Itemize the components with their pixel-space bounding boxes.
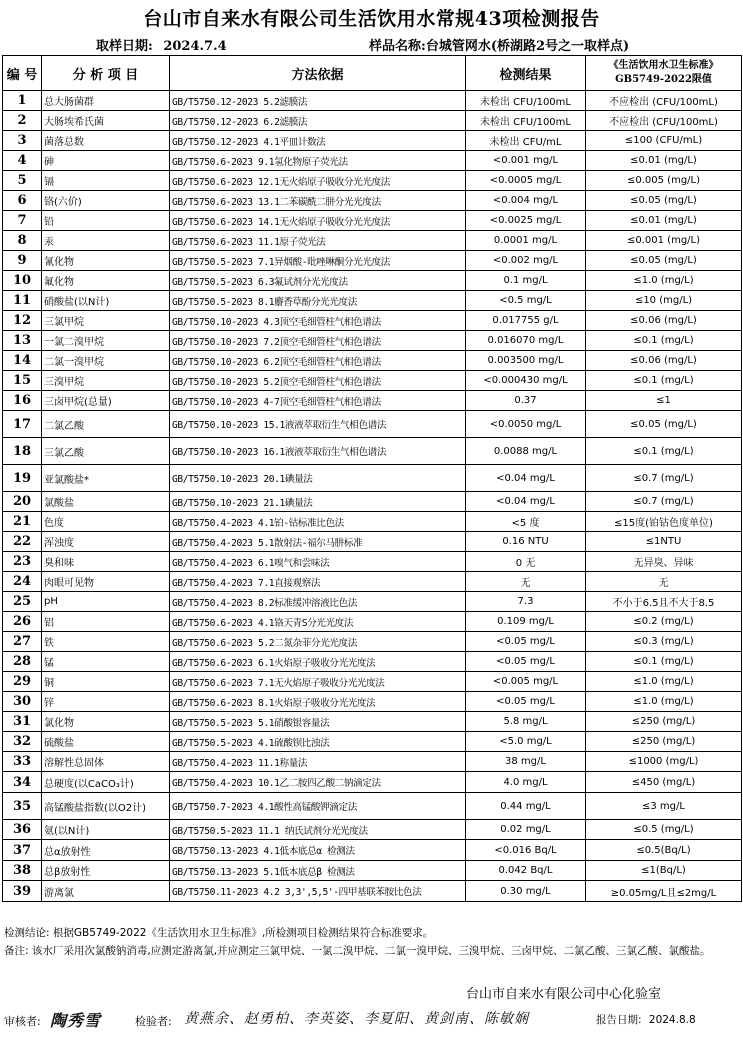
row-item: 三卤甲烷(总量) [42,391,170,411]
row-number: 26 [3,612,42,632]
row-limit: ≤15度(铂钴色度单位) [586,512,742,532]
row-method: GB/T5750.4-2023 4.1铂-钴标准比色法 [170,512,466,532]
row-limit: ≤250 (mg/L) [586,712,742,732]
row-number: 14 [3,351,42,371]
table-row [3,672,742,692]
row-limit: ≤0.05 (mg/L) [586,191,742,211]
row-limit: ≤1.0 (mg/L) [586,672,742,692]
row-number: 30 [3,692,42,712]
row-number: 18 [3,438,42,465]
row-number: 25 [3,592,42,612]
row-number: 27 [3,632,42,652]
row-item: 三溴甲烷 [42,371,170,391]
row-result: 0.0001 mg/L [466,231,586,251]
row-result: 0.003500 mg/L [466,351,586,371]
row-item: 铝 [42,612,170,632]
row-number: 11 [3,291,42,311]
row-method: GB/T5750.10-2023 16.1液液萃取衍生气相色谱法 [170,438,466,465]
row-number: 1 [3,91,42,111]
row-method: GB/T5750.11-2023 4.2 3,3',5,5'-四甲基联苯胺比色法 [170,881,466,902]
row-method: GB/T5750.10-2023 4.3顶空毛细管柱气相色谱法 [170,311,466,331]
row-result: 0.1 mg/L [466,271,586,291]
table-row [3,632,742,652]
row-method: GB/T5750.6-2023 8.1火焰原子吸收分光光度法 [170,692,466,712]
table-row [3,211,742,231]
table-row [3,732,742,752]
table-row [3,840,742,861]
row-item: 硫酸盐 [42,732,170,752]
row-method: GB/T5750.10-2023 21.1碘量法 [170,492,466,512]
row-limit: 无 [586,572,742,592]
row-number: 28 [3,652,42,672]
row-result: 未检出 CFU/100mL [466,91,586,111]
table-row [3,752,742,772]
row-number: 37 [3,840,42,861]
row-method: GB/T5750.13-2023 5.1低本底总β 检测法 [170,861,466,881]
table-row [3,151,742,171]
row-method: GB/T5750.6-2023 5.2二氮杂菲分光光度法 [170,632,466,652]
row-number: 17 [3,411,42,438]
sampling-date [96,35,227,54]
table-row [3,171,742,191]
row-item: 三氯甲烷 [42,311,170,331]
row-limit: ≤1000 (mg/L) [586,752,742,772]
header-item: 分 析 项 目 [42,56,170,91]
row-number: 34 [3,772,42,793]
row-method: GB/T5750.12-2023 4.1平皿计数法 [170,131,466,151]
row-limit: ≤0.06 (mg/L) [586,351,742,371]
row-limit: ≤0.7 (mg/L) [586,465,742,492]
row-limit: ≤0.01 (mg/L) [586,151,742,171]
row-limit: ≤0.3 (mg/L) [586,632,742,652]
row-number: 2 [3,111,42,131]
table-row [3,572,742,592]
row-method: GB/T5750.5-2023 4.1硫酸钡比浊法 [170,732,466,752]
row-result: <0.05 mg/L [466,652,586,672]
row-method: GB/T5750.4-2023 10.1乙二胺四乙酸二钠滴定法 [170,772,466,793]
row-item: 总硬度(以CaCO₃计) [42,772,170,793]
results-table [2,55,742,902]
row-limit: ≤0.1 (mg/L) [586,371,742,391]
table-row [3,820,742,840]
row-limit: ≤3 mg/L [586,793,742,820]
row-result: 0.37 [466,391,586,411]
row-item: 总α放射性 [42,840,170,861]
row-item: 一氯二溴甲烷 [42,331,170,351]
row-limit: ≤1.0 (mg/L) [586,692,742,712]
row-limit: ≤1 [586,391,742,411]
row-result: <0.016 Bq/L [466,840,586,861]
table-row [3,652,742,672]
row-method: GB/T5750.5-2023 8.1麝香草酚分光光度法 [170,291,466,311]
row-result: 0.44 mg/L [466,793,586,820]
sampling-date-label: 取样日期: [96,39,153,54]
row-number: 21 [3,512,42,532]
table-row [3,231,742,251]
row-item: 镉 [42,171,170,191]
row-result: <0.002 mg/L [466,251,586,271]
table-row [3,331,742,351]
row-number: 31 [3,712,42,732]
row-method: GB/T5750.13-2023 4.1低本底总α 检测法 [170,840,466,861]
row-item: 铬(六价) [42,191,170,211]
sample-name-value: 台城管网水(桥湖路2号之一取样点) [425,39,630,54]
row-result: 0.02 mg/L [466,820,586,840]
row-item: 总大肠菌群 [42,91,170,111]
row-number: 9 [3,251,42,271]
row-result: <0.005 mg/L [466,672,586,692]
report-date-value: 2024.8.8 [648,1014,696,1026]
row-method: GB/T5750.7-2023 4.1酸性高锰酸钾滴定法 [170,793,466,820]
table-row [3,712,742,732]
row-limit: ≤1.0 (mg/L) [586,271,742,291]
row-item: 游离氯 [42,881,170,902]
row-method: GB/T5750.4-2023 7.1直接观察法 [170,572,466,592]
sample-name-label: 样品名称: [369,39,426,54]
row-number: 6 [3,191,42,211]
row-limit: ≤0.2 (mg/L) [586,612,742,632]
row-method: GB/T5750.6-2023 4.1铬天青S分光光度法 [170,612,466,632]
header-result: 检测结果 [466,56,586,91]
row-limit: ≤10 (mg/L) [586,291,742,311]
row-item: 二氯一溴甲烷 [42,351,170,371]
row-limit: ≤0.1 (mg/L) [586,331,742,351]
row-limit: ≥0.05mg/L且≤2mg/L [586,881,742,902]
row-item: 氰化物 [42,251,170,271]
row-method: GB/T5750.6-2023 11.1原子荧光法 [170,231,466,251]
conclusion-text: 检测结论: 根据GB5749-2022《生活饮用水卫生标准》,所检测项目检测结果符合标准要求。 [4,927,434,939]
row-item: 氟化物 [42,271,170,291]
row-result: 0.0088 mg/L [466,438,586,465]
row-result: 5.8 mg/L [466,712,586,732]
row-method: GB/T5750.6-2023 7.1无火焰原子吸收分光光度法 [170,672,466,692]
row-item: 铅 [42,211,170,231]
row-number: 33 [3,752,42,772]
row-item: 锰 [42,652,170,672]
row-limit: 不小于6.5且不大于8.5 [586,592,742,612]
row-number: 5 [3,171,42,191]
row-method: GB/T5750.10-2023 5.2顶空毛细管柱气相色谱法 [170,371,466,391]
row-result: <0.0025 mg/L [466,211,586,231]
row-limit: ≤100 (CFU/mL) [586,131,742,151]
table-row [3,131,742,151]
row-result: <0.05 mg/L [466,692,586,712]
row-item: 高锰酸盐指数(以O2计) [42,793,170,820]
table-row [3,881,742,902]
row-limit: ≤0.01 (mg/L) [586,211,742,231]
row-number: 23 [3,552,42,572]
row-method: GB/T5750.4-2023 5.1散射法-福尔马肼标准 [170,532,466,552]
table-row [3,612,742,632]
row-limit: ≤0.1 (mg/L) [586,438,742,465]
row-limit: ≤0.5 (mg/L) [586,820,742,840]
row-method: GB/T5750.12-2023 5.2滤膜法 [170,91,466,111]
row-method: GB/T5750.4-2023 11.1称量法 [170,752,466,772]
row-limit: ≤0.05 (mg/L) [586,251,742,271]
row-number: 8 [3,231,42,251]
table-row [3,438,742,465]
row-number: 29 [3,672,42,692]
row-item: 砷 [42,151,170,171]
row-limit: ≤0.5(Bq/L) [586,840,742,861]
row-result: 无 [466,572,586,592]
table-body [3,91,742,902]
row-item: 铜 [42,672,170,692]
table-row [3,552,742,572]
row-item: 汞 [42,231,170,251]
row-limit: ≤0.05 (mg/L) [586,411,742,438]
header-standard [586,56,742,91]
table-row [3,772,742,793]
header-method: 方法依据 [170,56,466,91]
row-item: 锌 [42,692,170,712]
row-result: 4.0 mg/L [466,772,586,793]
row-number: 16 [3,391,42,411]
row-method: GB/T5750.5-2023 6.3氟试剂分光光度法 [170,271,466,291]
row-result: <0.05 mg/L [466,632,586,652]
row-item: 菌落总数 [42,131,170,151]
report-date-label: 报告日期: [596,1014,642,1026]
row-number: 10 [3,271,42,291]
row-number: 39 [3,881,42,902]
table-row [3,793,742,820]
row-limit: 不应检出 (CFU/100mL) [586,91,742,111]
row-number: 7 [3,211,42,231]
table-row [3,692,742,712]
row-result: 0.30 mg/L [466,881,586,902]
table-row [3,411,742,438]
row-limit: ≤1(Bq/L) [586,861,742,881]
row-item: 硝酸盐(以N计) [42,291,170,311]
report-title: 台山市自来水有限公司生活饮用水常规43项检测报告 [143,8,600,30]
row-item: 二氯乙酸 [42,411,170,438]
row-result: 0.109 mg/L [466,612,586,632]
row-method: GB/T5750.10-2023 15.1液液萃取衍生气相色谱法 [170,411,466,438]
row-number: 4 [3,151,42,171]
row-number: 15 [3,371,42,391]
table-header-row [3,56,742,91]
row-result: <5 度 [466,512,586,532]
row-method: GB/T5750.6-2023 13.1二苯碳酰二肼分光光度法 [170,191,466,211]
row-result: 0 无 [466,552,586,572]
row-result: 0.016070 mg/L [466,331,586,351]
table-row [3,311,742,331]
table-row [3,465,742,492]
row-number: 22 [3,532,42,552]
table-row [3,592,742,612]
row-result: <0.000430 mg/L [466,371,586,391]
row-item: 氨(以N计) [42,820,170,840]
row-number: 36 [3,820,42,840]
row-result: <0.04 mg/L [466,492,586,512]
row-item: 氯酸盐 [42,492,170,512]
row-result: <5.0 mg/L [466,732,586,752]
row-method: GB/T5750.4-2023 6.1嗅气和尝味法 [170,552,466,572]
row-result: 0.017755 g/L [466,311,586,331]
row-limit: ≤450 (mg/L) [586,772,742,793]
remark-text: 备注: 该水厂采用次氯酸钠消毒,应测定游离氯,并应测定三氯甲烷、一氯二溴甲烷、二氯一溴甲烷、三溴甲烷、三卤甲烷、二氯乙酸、三氯乙酸、氯酸盐。 [4,945,711,957]
inspector-signatures: 黄燕余、赵勇柏、李英姿、李夏阳、黄剑南、陈敏娴 [184,1011,529,1027]
row-result: 0.042 Bq/L [466,861,586,881]
table-row [3,512,742,532]
report-date [596,1012,696,1027]
row-method: GB/T5750.10-2023 20.1碘量法 [170,465,466,492]
table-row [3,492,742,512]
table-row [3,191,742,211]
row-item: 浑浊度 [42,532,170,552]
row-method: GB/T5750.6-2023 12.1无火焰原子吸收分光光度法 [170,171,466,191]
header-standard-line2: GB5749-2022限值 [615,74,712,85]
table-row [3,391,742,411]
row-result: 38 mg/L [466,752,586,772]
row-limit: ≤250 (mg/L) [586,732,742,752]
row-method: GB/T5750.10-2023 7.2顶空毛细管柱气相色谱法 [170,331,466,351]
row-number: 3 [3,131,42,151]
table-row [3,532,742,552]
row-item: 铁 [42,632,170,652]
row-method: GB/T5750.5-2023 5.1硝酸银容量法 [170,712,466,732]
row-item: 肉眼可见物 [42,572,170,592]
row-method: GB/T5750.5-2023 7.1异烟酸-吡唑啉酮分光光度法 [170,251,466,271]
row-number: 35 [3,793,42,820]
header-standard-line1: 《生活饮用水卫生标准》 [608,60,719,71]
row-item: 臭和味 [42,552,170,572]
row-method: GB/T5750.5-2023 11.1 纳氏试剂分光光度法 [170,820,466,840]
sampling-date-value: 2024.7.4 [163,39,227,54]
row-method: GB/T5750.10-2023 4-7顶空毛细管柱气相色谱法 [170,391,466,411]
row-method: GB/T5750.6-2023 9.1氢化物原子荧光法 [170,151,466,171]
row-item: 总β放射性 [42,861,170,881]
row-result: <0.0050 mg/L [466,411,586,438]
row-limit: ≤0.005 (mg/L) [586,171,742,191]
row-limit: ≤1NTU [586,532,742,552]
row-method: GB/T5750.6-2023 14.1无火焰原子吸收分光光度法 [170,211,466,231]
table-row [3,251,742,271]
row-limit: ≤0.7 (mg/L) [586,492,742,512]
row-result: <0.001 mg/L [466,151,586,171]
row-result: 0.16 NTU [466,532,586,552]
row-item: 大肠埃希氏菌 [42,111,170,131]
row-limit: 无异臭、异味 [586,552,742,572]
reviewer-label: 审核者: [4,1015,41,1028]
row-result: <0.04 mg/L [466,465,586,492]
reviewer-signature: 陶秀雪 [50,1011,102,1030]
row-result: <0.004 mg/L [466,191,586,211]
row-number: 20 [3,492,42,512]
table-row [3,861,742,881]
lab-name: 台山市自来水有限公司中心化验室 [466,987,662,1002]
header-no: 编 号 [3,56,42,91]
row-method: GB/T5750.10-2023 6.2顶空毛细管柱气相色谱法 [170,351,466,371]
row-result: 未检出 CFU/mL [466,131,586,151]
table-row [3,351,742,371]
row-item: 溶解性总固体 [42,752,170,772]
row-number: 38 [3,861,42,881]
table-row [3,271,742,291]
row-number: 19 [3,465,42,492]
row-number: 12 [3,311,42,331]
table-row [3,91,742,111]
table-row [3,111,742,131]
row-method: GB/T5750.6-2023 6.1火焰原子吸收分光光度法 [170,652,466,672]
row-item: 亚氯酸盐* [42,465,170,492]
row-item: pH [42,592,170,612]
row-result: 未检出 CFU/100mL [466,111,586,131]
table-row [3,371,742,391]
row-limit: ≤0.06 (mg/L) [586,311,742,331]
row-result: <0.0005 mg/L [466,171,586,191]
row-method: GB/T5750.4-2023 8.2标准缓冲溶液比色法 [170,592,466,612]
row-item: 色度 [42,512,170,532]
row-item: 氯化物 [42,712,170,732]
row-limit: 不应检出 (CFU/100mL) [586,111,742,131]
row-number: 24 [3,572,42,592]
row-limit: ≤0.001 (mg/L) [586,231,742,251]
sample-name [369,35,629,54]
row-number: 32 [3,732,42,752]
row-result: 7.3 [466,592,586,612]
row-method: GB/T5750.12-2023 6.2滤膜法 [170,111,466,131]
row-limit: ≤0.1 (mg/L) [586,652,742,672]
row-item: 三氯乙酸 [42,438,170,465]
row-result: <0.5 mg/L [466,291,586,311]
row-number: 13 [3,331,42,351]
table-row [3,291,742,311]
inspector-label: 检验者: [135,1015,172,1028]
